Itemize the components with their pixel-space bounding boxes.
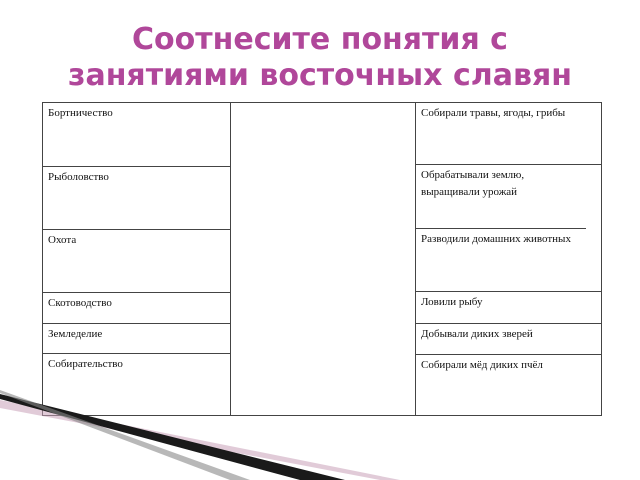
concept-cell: Бортничество	[43, 103, 230, 167]
page-title	[0, 22, 640, 94]
occupation-cell: Ловили рыбу	[416, 292, 601, 324]
title-line-2: занятиями восточных славян	[68, 58, 572, 93]
concept-cell: Охота	[43, 230, 230, 293]
occupation-cell: Собирали травы, ягоды, грибы	[416, 103, 601, 165]
occupation-cell: Разводили домашних животных	[416, 229, 601, 292]
occupations-column	[416, 103, 601, 415]
title-line-1: Соотнесите понятия с	[132, 22, 508, 57]
occupation-cell: Обрабатывали землю, выращивали урожай	[416, 165, 586, 229]
concepts-column	[43, 103, 230, 415]
concept-cell: Собирательство	[48, 358, 123, 370]
occupation-cell: Добывали диких зверей	[416, 324, 601, 355]
concept-cell: Рыболовство	[43, 167, 230, 230]
occupation-cell: Собирали мёд диких пчёл	[421, 359, 543, 371]
matching-table	[42, 102, 602, 416]
answer-column	[230, 103, 416, 415]
concept-cell: Скотоводство	[43, 293, 230, 324]
concept-cell: Земледелие	[43, 324, 230, 354]
